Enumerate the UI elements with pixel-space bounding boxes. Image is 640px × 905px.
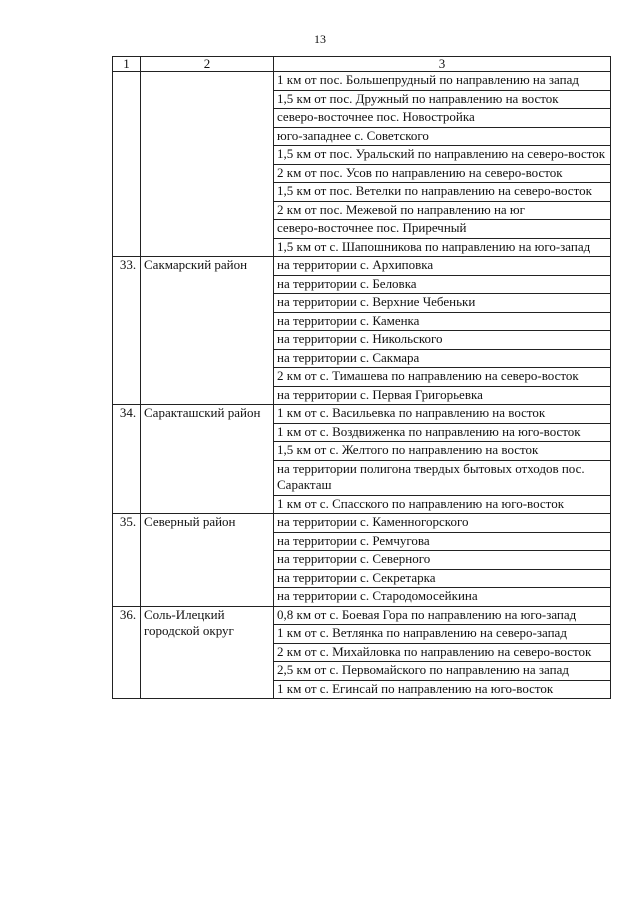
- location-cell: 1 км от с. Спасского по направлению на юго-восток: [274, 495, 611, 514]
- district-number: 35.: [113, 514, 141, 607]
- location-cell: на территории с. Никольского: [274, 331, 611, 350]
- district-name: Соль-Илецкий городской округ: [141, 606, 274, 699]
- location-cell: на территории с. Ремчугова: [274, 532, 611, 551]
- location-cell: 2,5 км от с. Первомайского по направлению на запад: [274, 662, 611, 681]
- table-row: [113, 257, 611, 276]
- location-cell: северо-восточнее пос. Приречный: [274, 220, 611, 239]
- location-cell: 1,5 км от пос. Ветелки по направлению на северо-восток: [274, 183, 611, 202]
- location-cell: 1,5 км от пос. Уральский по направлению на северо-восток: [274, 146, 611, 165]
- column-header-location: 3: [274, 57, 611, 72]
- location-cell: на территории с. Северного: [274, 551, 611, 570]
- location-cell: 2 км от пос. Усов по направлению на северо-восток: [274, 164, 611, 183]
- location-cell: 0,8 км от с. Боевая Гора по направлению на юго-запад: [274, 606, 611, 625]
- district-number: 36.: [113, 606, 141, 699]
- location-cell: на территории полигона твердых бытовых отходов пос. Саракташ: [274, 460, 611, 495]
- location-cell: 1,5 км от с. Шапошникова по направлению на юго-запад: [274, 238, 611, 257]
- district-number: 34.: [113, 405, 141, 514]
- location-cell: на территории с. Верхние Чебеньки: [274, 294, 611, 313]
- district-name: [141, 72, 274, 257]
- districts-table: [112, 56, 611, 699]
- page-number: 13: [314, 32, 326, 46]
- table-header-row: [113, 57, 611, 72]
- location-cell: 2 км от пос. Межевой по направлению на юг: [274, 201, 611, 220]
- location-cell: на территории с. Стародомосейкина: [274, 588, 611, 607]
- location-cell: 1 км от с. Егинсай по направлению на юго-восток: [274, 680, 611, 699]
- location-cell: 1,5 км от с. Желтого по направлению на восток: [274, 442, 611, 461]
- location-cell: на территории с. Секретарка: [274, 569, 611, 588]
- location-cell: 1 км от пос. Большепрудный по направлению на запад: [274, 72, 611, 91]
- location-cell: 2 км от с. Тимашева по направлению на северо-восток: [274, 368, 611, 387]
- district-number: [113, 72, 141, 257]
- location-cell: на территории с. Каменка: [274, 312, 611, 331]
- location-cell: 1 км от с. Ветлянка по направлению на северо-запад: [274, 625, 611, 644]
- location-cell: на территории с. Первая Григорьевка: [274, 386, 611, 405]
- location-cell: 1 км от с. Воздвиженка по направлению на юго-восток: [274, 423, 611, 442]
- location-cell: на территории с. Беловка: [274, 275, 611, 294]
- table-row: [113, 405, 611, 424]
- location-cell: на территории с. Каменногорского: [274, 514, 611, 533]
- location-cell: на территории с. Архиповка: [274, 257, 611, 276]
- district-name: Саракташский район: [141, 405, 274, 514]
- location-cell: 1 км от с. Васильевка по направлению на восток: [274, 405, 611, 424]
- table-row: [113, 72, 611, 91]
- location-cell: 1,5 км от пос. Дружный по направлению на восток: [274, 90, 611, 109]
- location-cell: северо-восточнее пос. Новостройка: [274, 109, 611, 128]
- district-name: Сакмарский район: [141, 257, 274, 405]
- table-body: [113, 72, 611, 699]
- table-row: [113, 514, 611, 533]
- location-cell: 2 км от с. Михайловка по направлению на северо-восток: [274, 643, 611, 662]
- location-cell: юго-западнее с. Советского: [274, 127, 611, 146]
- district-name: Северный район: [141, 514, 274, 607]
- district-number: 33.: [113, 257, 141, 405]
- column-header-number: 1: [113, 57, 141, 72]
- location-cell: на территории с. Сакмара: [274, 349, 611, 368]
- column-header-district: 2: [141, 57, 274, 72]
- table-row: [113, 606, 611, 625]
